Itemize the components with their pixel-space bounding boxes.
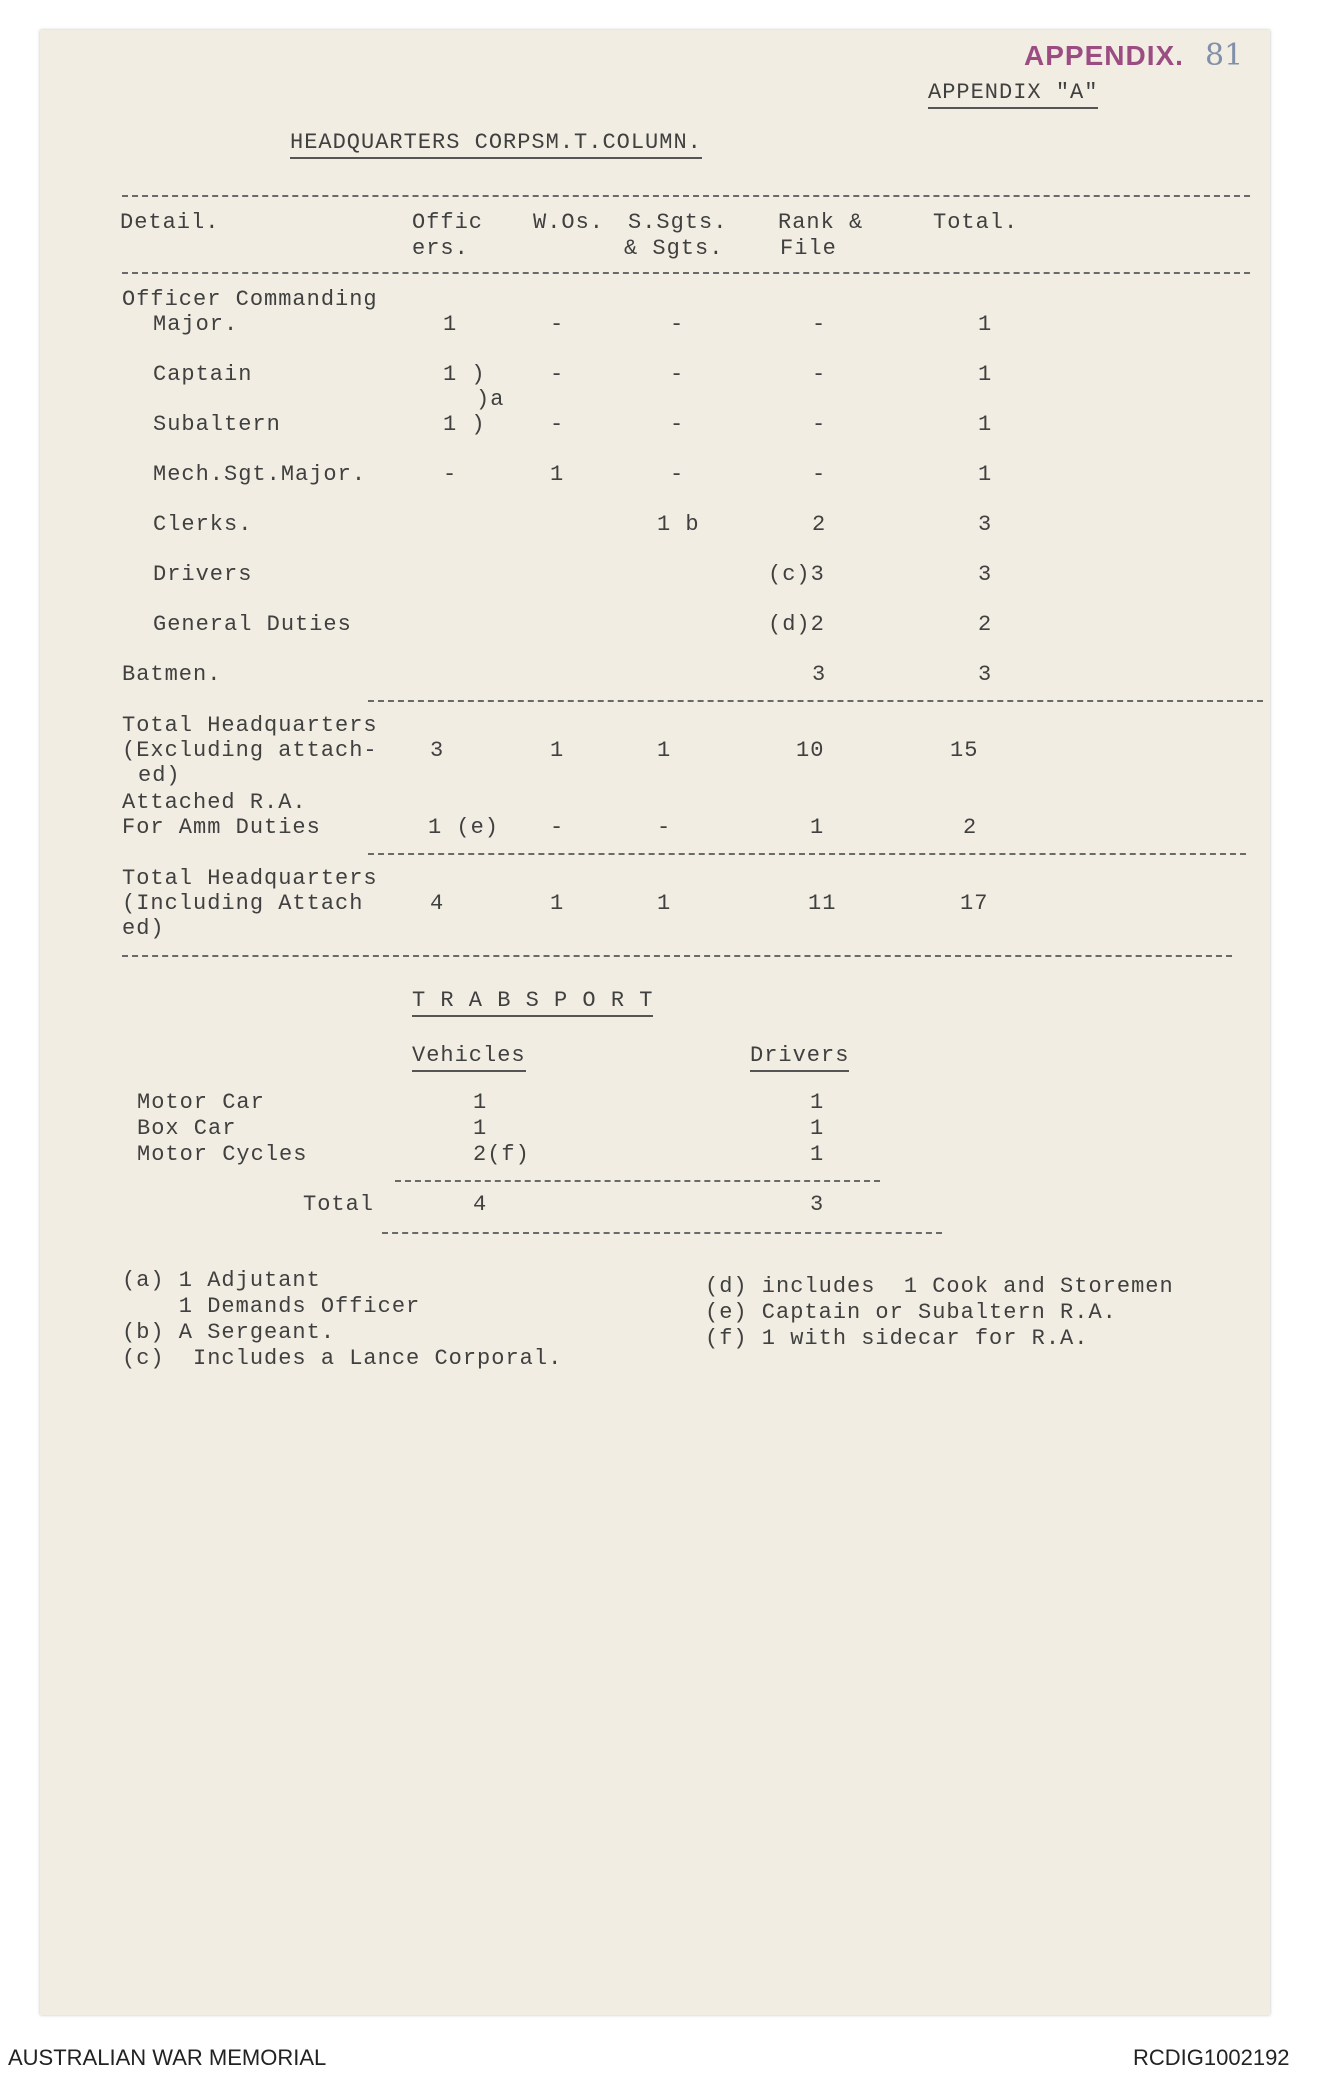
header-officers-line2: ers. (412, 236, 469, 261)
row-sergeants: - (670, 362, 685, 387)
transport-bottom-rule (382, 1232, 942, 1234)
row-officers: - (443, 462, 458, 487)
header-staff-sergeants-line1: S.Sgts. (628, 210, 728, 235)
row-rank-file: 2 (812, 512, 827, 537)
row-warrant-officers: 1 (550, 738, 565, 763)
row-rank-file: 3 (812, 662, 827, 687)
row-rank-file: - (812, 312, 827, 337)
officer-commanding-label: Officer Commanding (122, 287, 378, 312)
transport-item-drivers: 1 (810, 1116, 825, 1141)
transport-item-label: Motor Car (137, 1090, 265, 1115)
row-total: 1 (978, 312, 993, 337)
row-total: 1 (978, 362, 993, 387)
total-excl-label-line3: ed) (138, 763, 181, 788)
transport-total-drivers: 3 (810, 1192, 825, 1217)
row-total: 3 (978, 662, 993, 687)
attached-label-line2: For Amm Duties (122, 815, 321, 840)
transport-item-drivers: 1 (810, 1142, 825, 1167)
row-total: 17 (960, 891, 989, 916)
note-right: (f) 1 with sidecar for R.A. (705, 1326, 1089, 1351)
transport-item-label: Box Car (137, 1116, 237, 1141)
header-officers-line1: Offic (412, 210, 484, 235)
row-officers: 3 (430, 738, 445, 763)
row-rank-file: 10 (796, 738, 825, 763)
attached-rule (368, 853, 1246, 855)
total-incl-label-line2: (Including Attach (122, 891, 364, 916)
total-incl-label-line1: Total Headquarters (122, 866, 378, 891)
row-sergeants: - (670, 412, 685, 437)
row-total: 2 (963, 815, 978, 840)
header-detail: Detail. (120, 210, 220, 235)
note-left: (a) 1 Adjutant (122, 1268, 321, 1293)
row-officers: 1 ) (443, 362, 486, 387)
row-total: 3 (978, 512, 993, 537)
transport-item-label: Motor Cycles (137, 1142, 308, 1167)
total-excl-label-line2: (Excluding attach- (122, 738, 378, 763)
row-rank-file: 11 (808, 891, 837, 916)
header-total: Total. (933, 210, 1019, 235)
note-right: (e) Captain or Subaltern R.A. (705, 1300, 1117, 1325)
row-rank-file: - (812, 362, 827, 387)
transport-subtotal-rule (395, 1180, 880, 1182)
row-officers: 1 ) (443, 412, 486, 437)
footer-reference: RCDIG1002192 (1133, 2045, 1290, 2070)
header-bottom-rule (122, 272, 1250, 274)
attached-label-line1: Attached R.A. (122, 790, 307, 815)
note-left: (c) Includes a Lance Corporal. (122, 1346, 563, 1371)
total-incl-label-line3: ed) (122, 916, 165, 941)
row-warrant-officers: 1 (550, 891, 565, 916)
note-left: 1 Demands Officer (122, 1294, 421, 1319)
row-warrant-officers: - (550, 815, 565, 840)
note-left: (b) A Sergeant. (122, 1320, 336, 1345)
row-rank-file: - (812, 412, 827, 437)
transport-title: T R A B S P O R T (412, 988, 653, 1017)
handwritten-appendix-number: 81 (1205, 38, 1244, 73)
row-total: 1 (978, 462, 993, 487)
transport-item-vehicles: 1 (473, 1116, 488, 1141)
row-label: Batmen. (122, 662, 222, 687)
row-sergeants: 1 (657, 891, 672, 916)
footer-source: AUSTRALIAN WAR MEMORIAL (8, 2045, 327, 2070)
row-total: 2 (978, 612, 993, 637)
header-rank-file-line2: File (780, 236, 837, 261)
row-label: General Duties (153, 612, 352, 637)
row-label: Captain (153, 362, 253, 387)
appendix-stamp: APPENDIX. (1024, 40, 1184, 71)
row-warrant-officers: - (550, 312, 565, 337)
transport-item-vehicles: 1 (473, 1090, 488, 1115)
row-rank-file: 1 (810, 815, 825, 840)
drivers-header: Drivers (750, 1043, 849, 1072)
row-label: Mech.Sgt.Major. (153, 462, 367, 487)
transport-total-label: Total (303, 1192, 375, 1217)
row-label: Clerks. (153, 512, 253, 537)
note-right: (d) includes 1 Cook and Storemen (705, 1274, 1174, 1299)
row-label: Drivers (153, 562, 253, 587)
row-label: Major. (153, 312, 239, 337)
row-warrant-officers: - (550, 412, 565, 437)
transport-item-vehicles: 2(f) (473, 1142, 530, 1167)
transport-item-drivers: 1 (810, 1090, 825, 1115)
row-warrant-officers: 1 (550, 462, 565, 487)
row-officers: 4 (430, 891, 445, 916)
subtotal-rule (368, 700, 1263, 702)
header-staff-sergeants-line2: & Sgts. (624, 236, 724, 261)
header-top-rule (122, 195, 1250, 197)
row-warrant-officers: - (550, 362, 565, 387)
bracket-note: )a (476, 387, 505, 412)
row-rank-file: - (812, 462, 827, 487)
row-label: Subaltern (153, 412, 281, 437)
total-excl-label-line1: Total Headquarters (122, 713, 378, 738)
header-rank-file-line1: Rank & (778, 210, 864, 235)
header-warrant-officers: W.Os. (533, 210, 605, 235)
transport-total-vehicles: 4 (473, 1192, 488, 1217)
page-title: HEADQUARTERS CORPSM.T.COLUMN. (290, 130, 702, 159)
row-rank-file: (d)2 (768, 612, 825, 637)
table-bottom-rule (122, 955, 1232, 957)
row-officers: 1 (443, 312, 458, 337)
appendix-label: APPENDIX "A" (928, 80, 1098, 109)
row-rank-file: (c)3 (768, 562, 825, 587)
row-sergeants: - (670, 312, 685, 337)
row-sergeants: 1 b (657, 512, 700, 537)
row-sergeants: 1 (657, 738, 672, 763)
row-total: 15 (950, 738, 979, 763)
row-officers: 1 (e) (428, 815, 500, 840)
row-sergeants: - (670, 462, 685, 487)
row-total: 3 (978, 562, 993, 587)
vehicles-header: Vehicles (412, 1043, 526, 1072)
row-sergeants: - (657, 815, 672, 840)
row-total: 1 (978, 412, 993, 437)
